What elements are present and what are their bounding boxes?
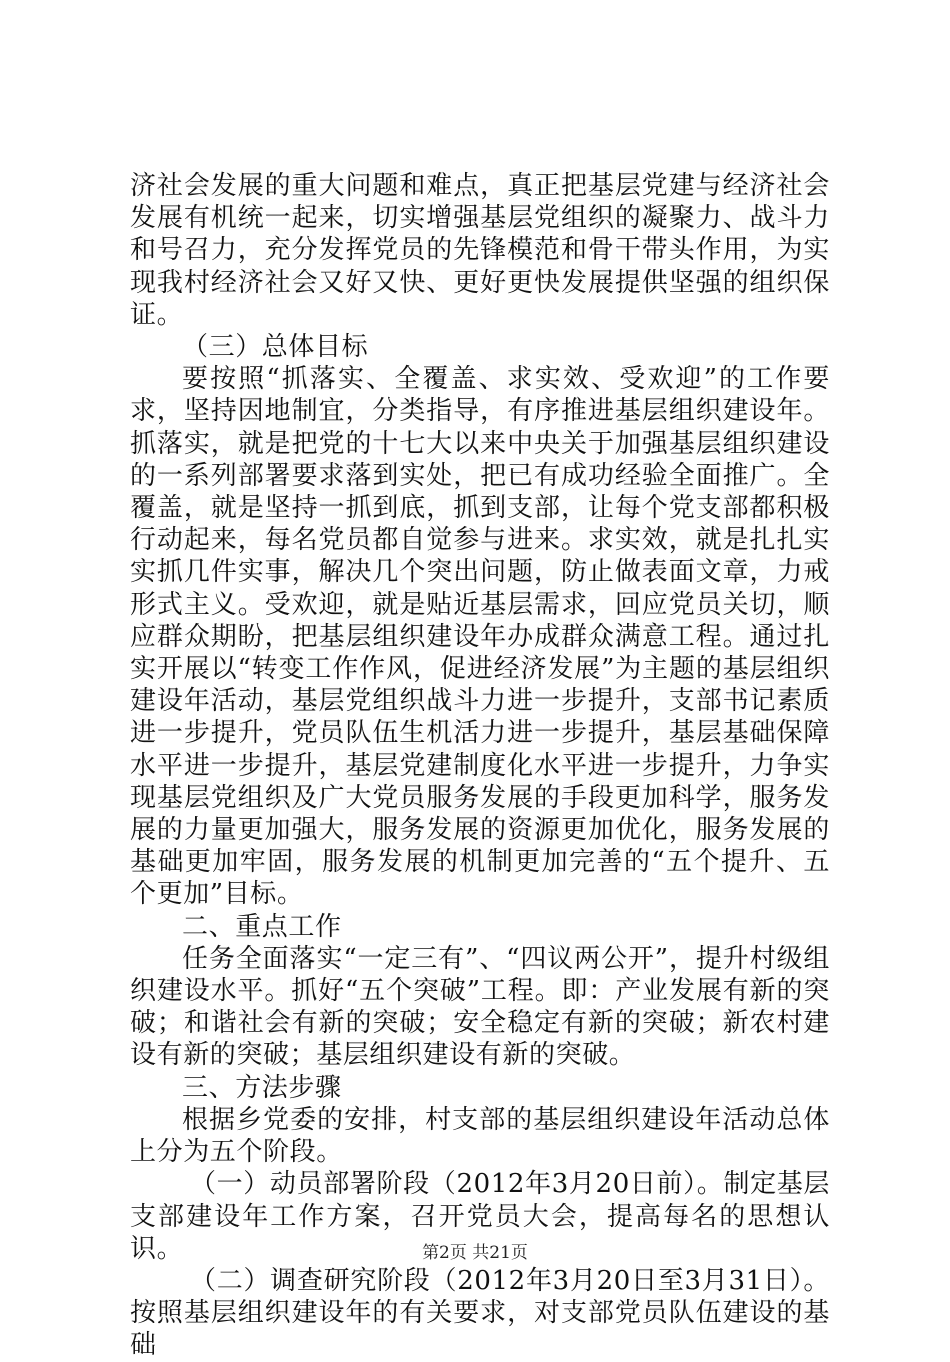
paragraph-stage-one: （一）动员部署阶段（2012年3月20日前）。制定基层支部建设年工作方案，召开党员大会，提高每名的思想认识。	[130, 1169, 830, 1264]
section-heading-key-work: 二、重点工作	[182, 911, 342, 942]
paragraph-stage-two: （二）调查研究阶段（2012年3月20日至3月31日）。按照基层组织建设年的有关要求，对支部党员队伍建设的基础	[130, 1265, 830, 1361]
page-number-footer: 第2页 共21页	[422, 1243, 528, 1263]
paragraph-overall-goal: 要按照“抓落实、全覆盖、求实效、受欢迎”的工作要求，坚持因地制宜，分类指导，有序推进基层组织建设年。抓落实，就是把党的十七大以来中央关于加强基层组织建设的一系列部署要求落到实处，把已有成功经验全面推广。全覆盖，就是坚持一抓到底，抓到支部，让每个党支部都积极行动起来，每名党员都自觉参与进来。求实效，就是扎扎实实抓几件实事，解决几个突出问题，防止做表面文章，力戒形式主义。受欢迎，就是贴近基层需求，回应党员关切，顺应群众期盼，把基层组织建设年办成群众满意工程。通过扎实开展以“转变工作作风，促进经济发展”为主题的基层组织建设年活动，基层党组织战斗力进一步提升，支部书记素质进一步提升，党员队伍生机活力进一步提升，基层基础保障水平进一步提升，基层党建制度化水平进一步提升，力争实现基层党组织及广大党员服务发展的手段更加科学，服务发展的力量更加强大，服务发展的资源更加优化，服务发展的基础更加牢固，服务发展的机制更加完善的“五个提升、五个更加”目标。	[130, 364, 830, 910]
document-body	[130, 170, 830, 1362]
paragraph-method-steps: 根据乡党委的安排，村支部的基层组织建设年活动总体上分为五个阶段。	[130, 1104, 830, 1168]
section-heading-method-steps: 三、方法步骤	[182, 1072, 342, 1103]
paragraph-key-work: 任务全面落实“一定三有”、“四议两公开”，提升村级组织建设水平。抓好“五个突破”工程。即：产业发展有新的突破；和谐社会有新的突破；安全稳定有新的突破；新农村建设有新的突破；基层组织建设有新的突破。	[130, 943, 830, 1071]
section-heading-overall-goal: （三）总体目标	[182, 332, 369, 363]
paragraph-continuation: 济社会发展的重大问题和难点，真正把基层党建与经济社会发展有机统一起来，切实增强基层党组织的凝聚力、战斗力和号召力，充分发挥党员的先锋模范和骨干带头作用，为实现我村经济社会又好又快、更好更快发展提供坚强的组织保证。	[130, 171, 830, 330]
